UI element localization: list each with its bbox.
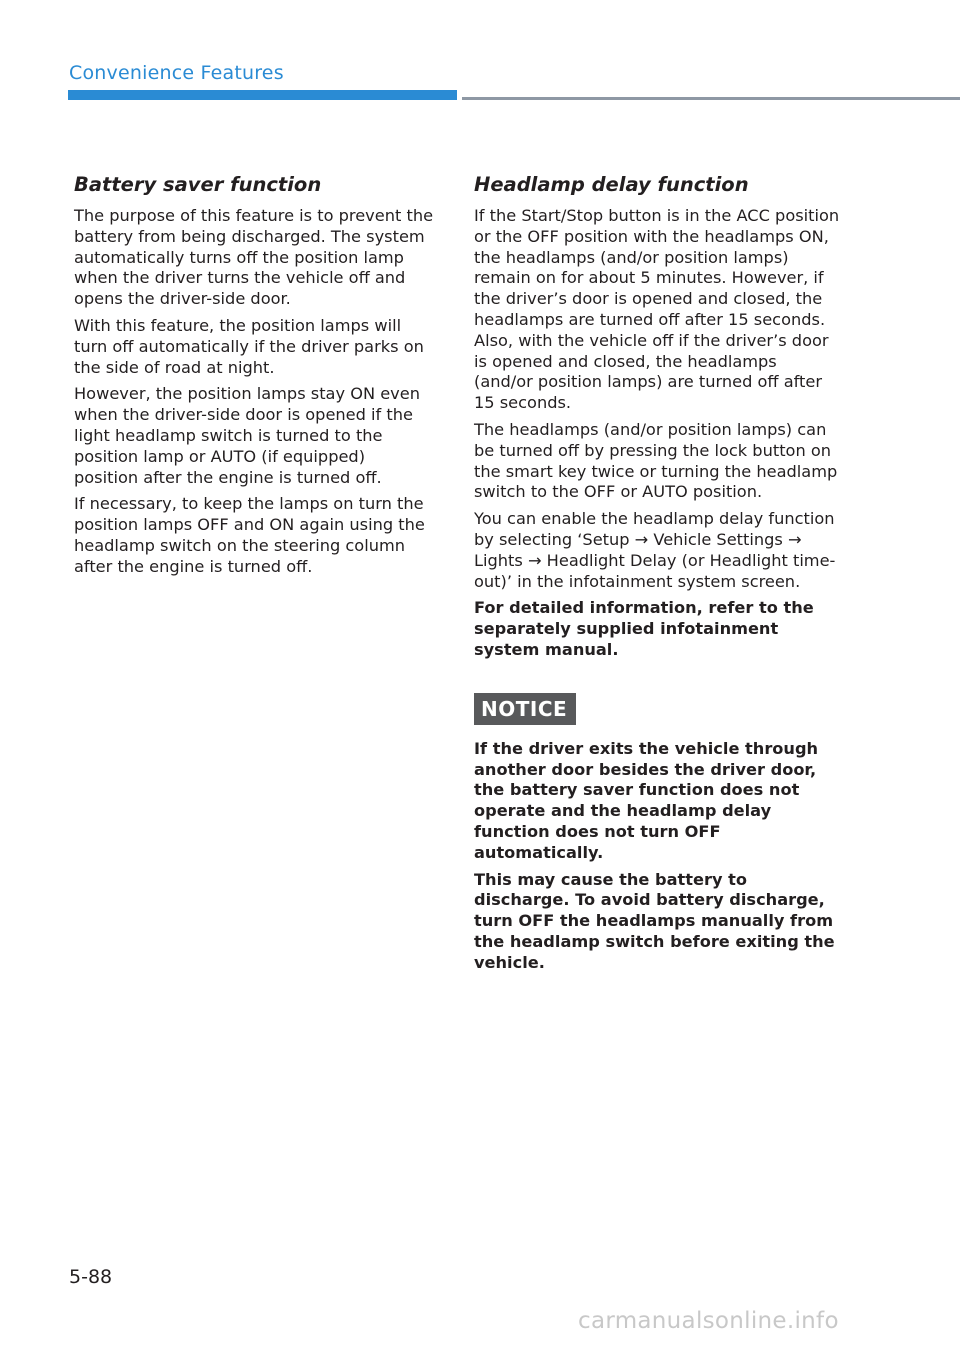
battery-saver-paragraph: The purpose of this feature is to prevent the battery from being discharged. The system automatically turns off the position lamp when the driver turns the vehicle off and opens the driver-side door.: [74, 206, 434, 309]
notice-body: [474, 739, 840, 974]
battery-saver-paragraph: However, the position lamps stay ON even when the driver-side door is opened if the light headlamp switch is turned to the position lamp or AUTO (if equipped) position after the engine is turned off.: [74, 384, 420, 487]
headlamp-delay-paragraph: You can enable the headlamp delay function by selecting ‘Setup → Vehicle Settings → Lights → Headlight Delay (or Headlight time-out)’ in the infotainment system screen.: [474, 509, 836, 591]
header-rule: [462, 97, 960, 100]
headlamp-delay-paragraph: The headlamps (and/or position lamps) can be turned off by pressing the lock button on the smart key twice or turning the headlamp switch to the OFF or AUTO position.: [474, 419, 838, 502]
right-column: [474, 172, 840, 980]
battery-saver-paragraph: With this feature, the position lamps will turn off automatically if the driver parks on the side of road at night.: [74, 315, 424, 377]
battery-saver-paragraph: If necessary, to keep the lamps on turn the position lamps OFF and ON again using the headlamp switch on the steering column after the engine is turned off.: [74, 494, 425, 576]
page-number: 5-88: [69, 1266, 113, 1288]
notice-paragraph: If the driver exits the vehicle through another door besides the driver door, the battery saver function does not operate and the headlamp delay function does not turn OFF automatically.: [474, 738, 819, 862]
headlamp-delay-paragraph: If the Start/Stop button is in the ACC position or the OFF position with the headlamps ON, the headlamps (and/or position lamps) remain on for about 5 minutes. However, if the driver’s door is opened and closed, the headlamps are turned off after 15 seconds. Also, with the vehicle off if the driver’s door is opened and closed, the headlamps (and/or position lamps) are turned off after 15 seconds.: [474, 206, 840, 413]
section-title: Convenience Features: [69, 62, 284, 84]
infotainment-manual-note: For detailed information, refer to the separately supplied infotainment system manual.: [474, 598, 814, 659]
header-rule-accent: [68, 90, 457, 100]
left-column: [74, 172, 434, 584]
notice-badge: NOTICE: [474, 693, 576, 725]
notice-paragraph: This may cause the battery to discharge. To avoid battery discharge, turn OFF the headlamps manually from the headlamp switch before exiting the vehicle.: [474, 869, 835, 972]
watermark: carmanualsonline.info: [578, 1308, 839, 1334]
headlamp-delay-heading: Headlamp delay function: [474, 173, 749, 196]
battery-saver-heading: Battery saver function: [74, 173, 322, 196]
